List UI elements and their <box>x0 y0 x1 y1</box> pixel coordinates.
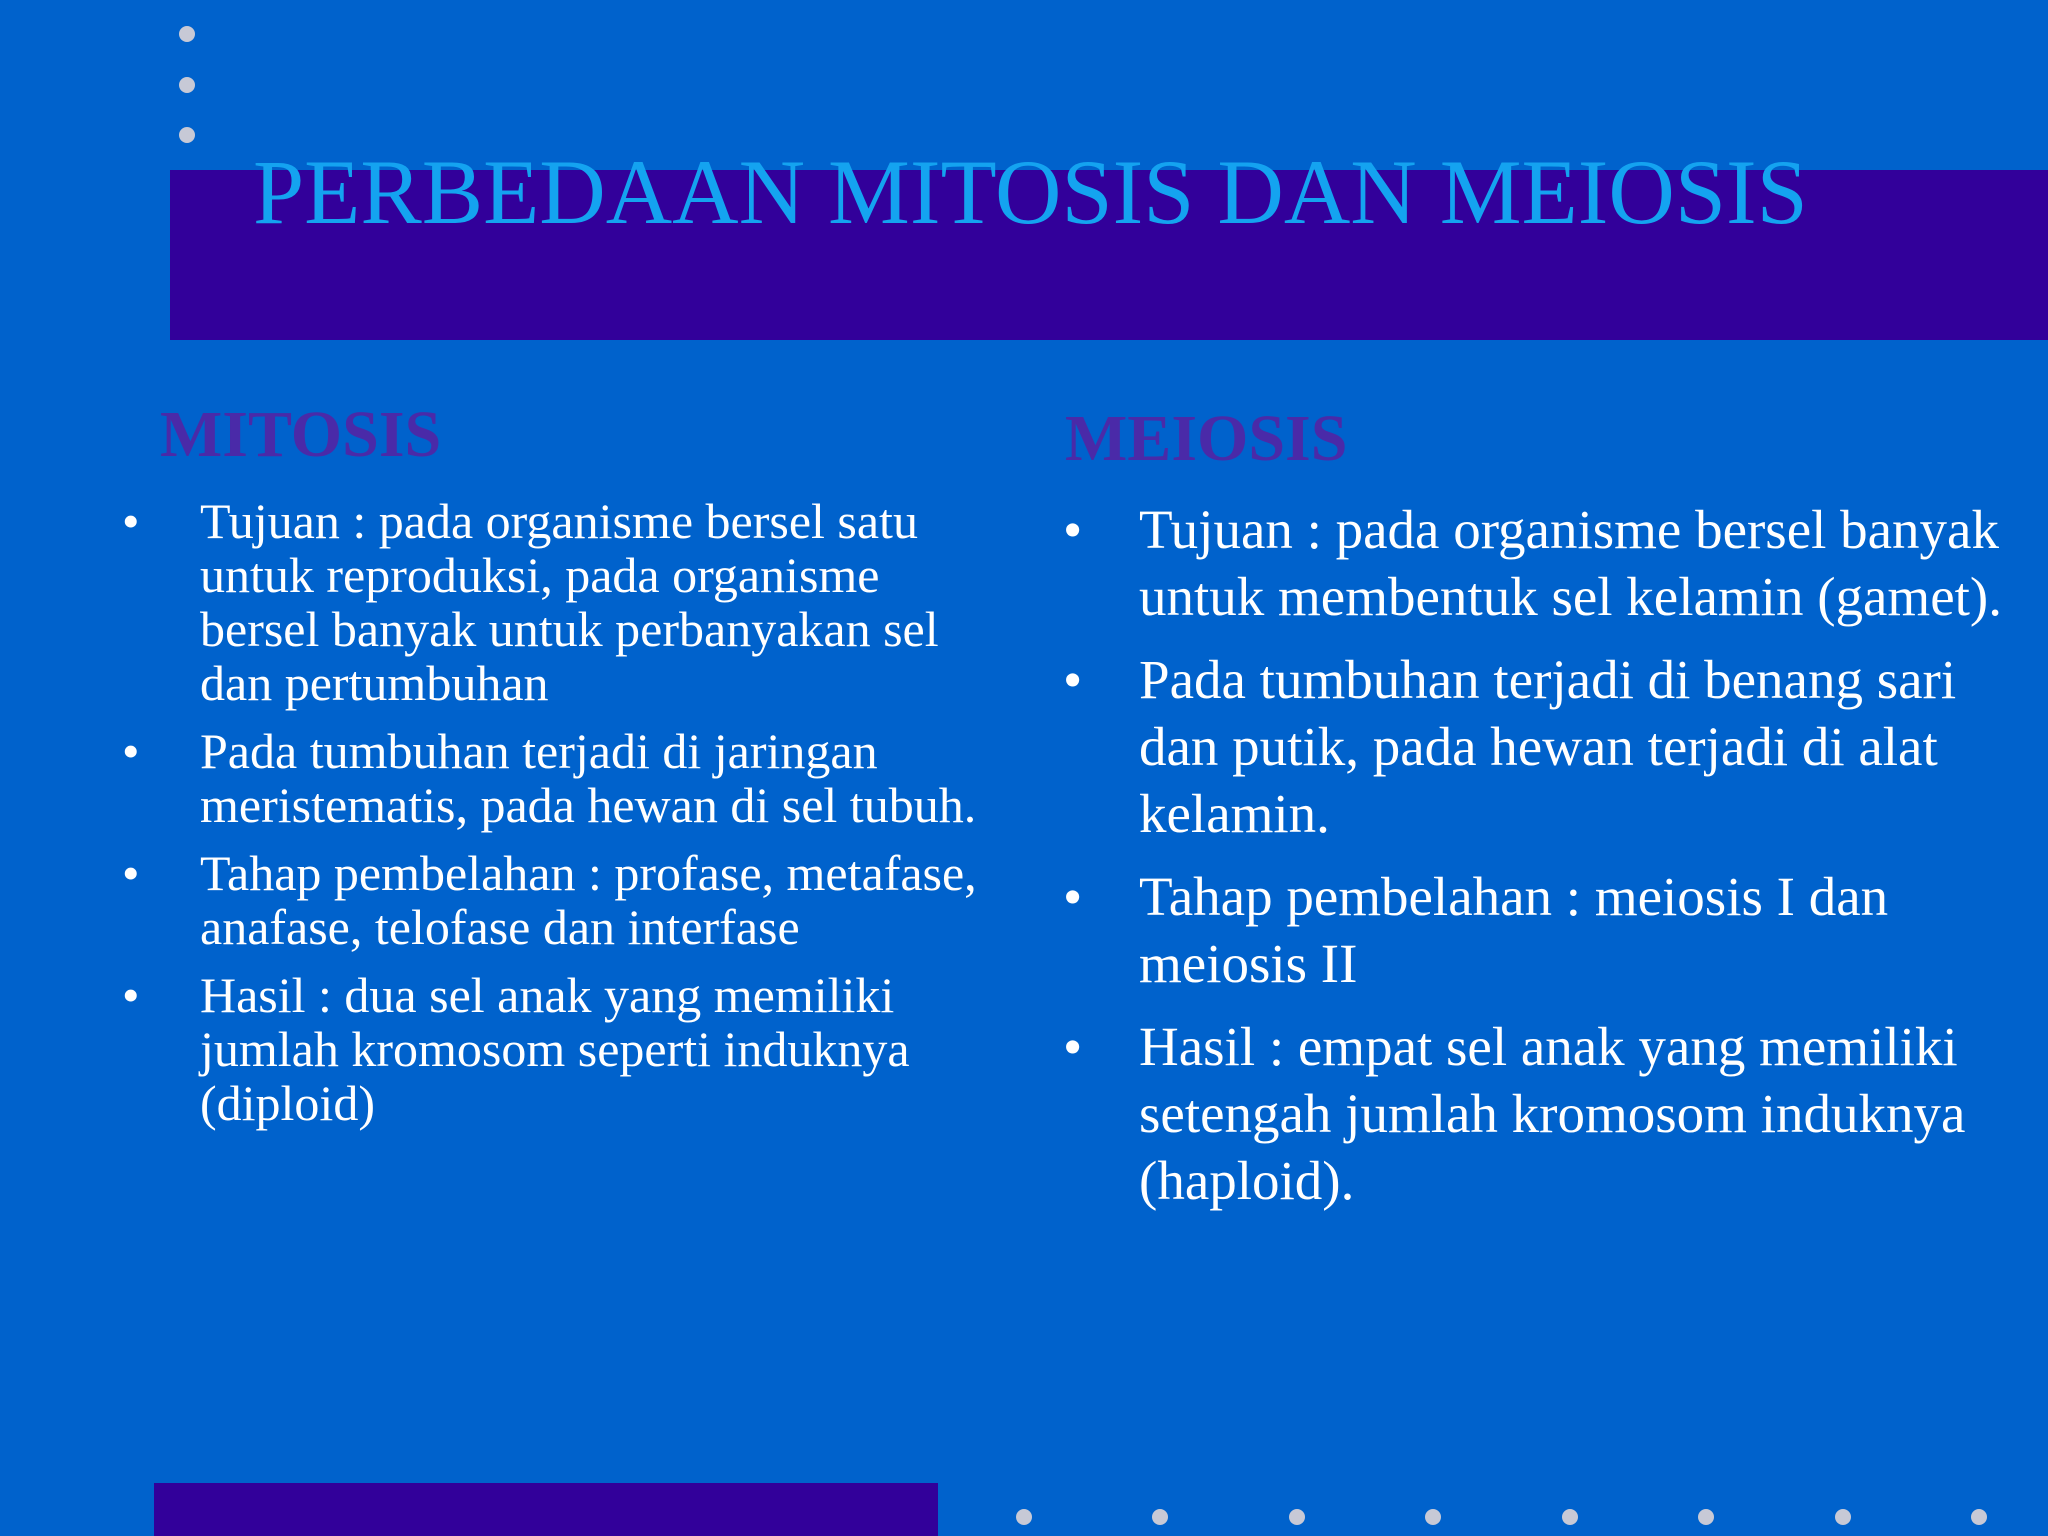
slide-title: PERBEDAAN MITOSIS DAN MEIOSIS <box>253 141 1808 243</box>
list-item <box>1063 863 2039 997</box>
list-item <box>122 845 1000 955</box>
decorative-dot <box>1425 1509 1441 1525</box>
bullet-icon: • <box>122 723 140 779</box>
mitosis-item-text: Pada tumbuhan terjadi di jaringan meristematis, pada hewan di sel tubuh. <box>200 723 977 833</box>
decorative-dot <box>179 26 195 42</box>
bullet-icon: • <box>1063 649 1083 710</box>
mitosis-item-text: Hasil : dua sel anak yang memiliki jumlah kromosom seperti induknya (diploid) <box>200 967 910 1131</box>
bullet-icon: • <box>1063 499 1083 560</box>
meiosis-item-text: Hasil : empat sel anak yang memiliki setengah jumlah kromosom induknya (haploid). <box>1139 1016 1966 1211</box>
list-item <box>1063 646 2039 847</box>
bullet-icon: • <box>122 967 140 1023</box>
decorative-dot <box>1971 1509 1987 1525</box>
list-item <box>1063 1013 2039 1214</box>
bullet-icon: • <box>1063 866 1083 927</box>
list-item <box>122 723 1000 833</box>
decorative-dot <box>1562 1509 1578 1525</box>
mitosis-item-text: Tahap pembelahan : profase, metafase, anafase, telofase dan interfase <box>200 845 977 955</box>
list-item <box>122 493 1000 711</box>
bullet-icon: • <box>122 493 140 549</box>
decorative-dot <box>179 127 195 143</box>
decorative-dot <box>1152 1509 1168 1525</box>
meiosis-item-text: Tujuan : pada organisme bersel banyak untuk membentuk sel kelamin (gamet). <box>1139 499 2002 627</box>
decorative-dot <box>1835 1509 1851 1525</box>
meiosis-list <box>1063 496 2039 1230</box>
list-item <box>122 967 1000 1131</box>
meiosis-item-text: Tahap pembelahan : meiosis I dan meiosis II <box>1139 866 1889 994</box>
bullet-icon: • <box>122 845 140 901</box>
decorative-dot <box>1289 1509 1305 1525</box>
mitosis-list <box>122 493 1000 1144</box>
mitosis-item-text: Tujuan : pada organisme bersel satu untuk reproduksi, pada organisme bersel banyak untuk perbanyakan sel dan pertumbuhan <box>200 493 939 711</box>
bottom-band <box>154 1483 938 1536</box>
decorative-dot <box>179 77 195 93</box>
decorative-dot <box>1698 1509 1714 1525</box>
decorative-dot <box>1016 1509 1032 1525</box>
meiosis-item-text: Pada tumbuhan terjadi di benang sari dan putik, pada hewan terjadi di alat kelamin. <box>1139 649 1957 844</box>
list-item <box>1063 496 2039 630</box>
mitosis-heading: MITOSIS <box>160 398 442 471</box>
meiosis-heading: MEIOSIS <box>1065 402 1348 475</box>
bullet-icon: • <box>1063 1016 1083 1077</box>
